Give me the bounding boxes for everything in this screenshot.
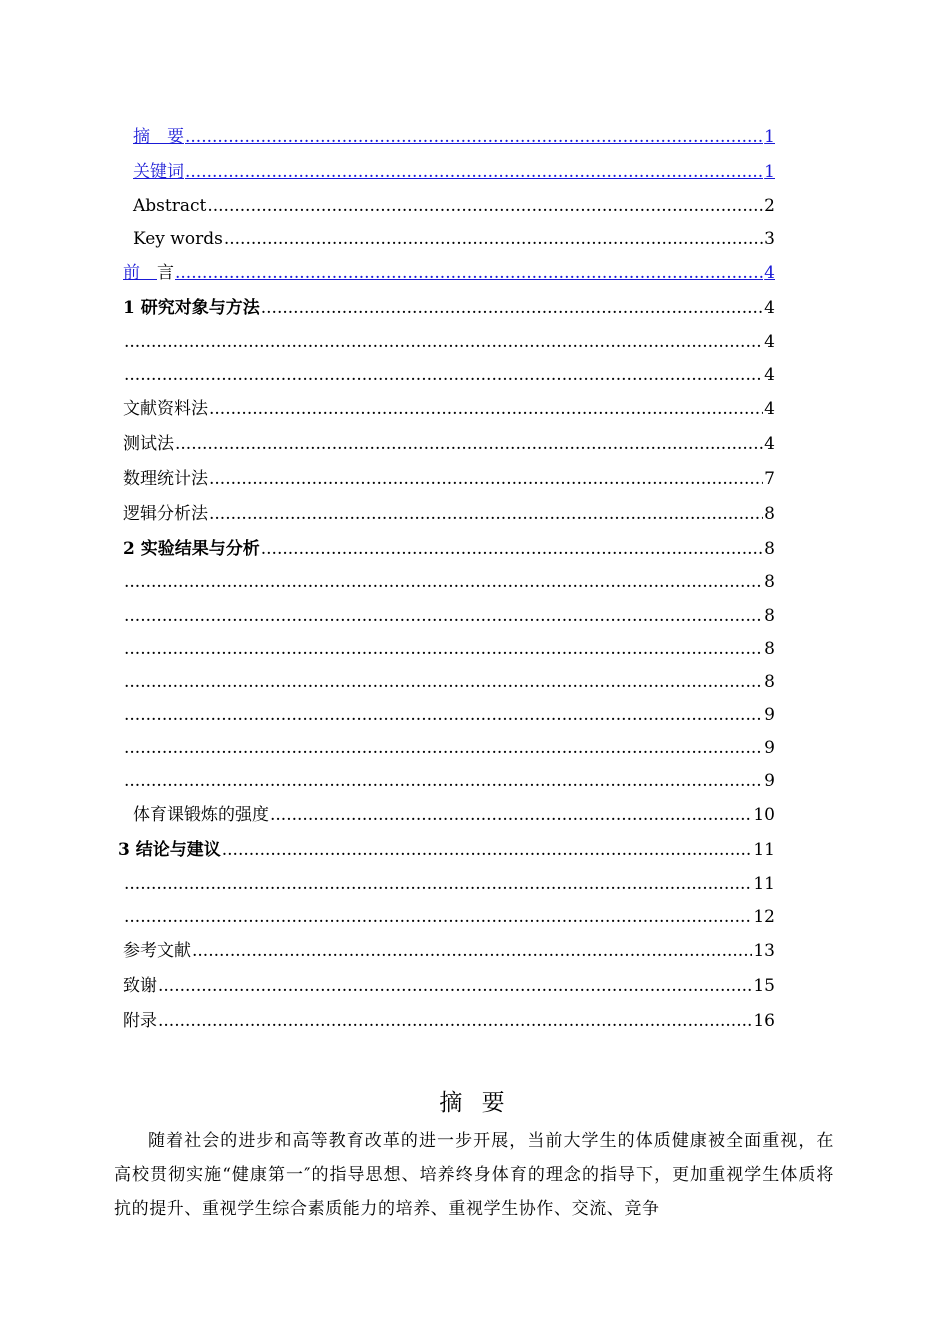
toc-page-number: 4 <box>764 263 775 283</box>
toc-page-number: 8 <box>764 504 775 524</box>
toc-page-number: 16 <box>753 1011 775 1031</box>
toc-page-number: 8 <box>764 539 775 559</box>
toc-entry-label: 摘 要 <box>133 127 184 147</box>
toc-entry <box>123 737 775 759</box>
toc-page-number: 8 <box>764 639 775 659</box>
toc-dot-leader <box>158 1010 752 1032</box>
toc-entry-label: 2 实验结果与分析 <box>123 539 260 559</box>
toc-dot-leader <box>261 297 763 319</box>
toc-entry-label: 文献资料法 <box>123 399 208 419</box>
toc-page-number: 8 <box>764 572 775 592</box>
toc-entry-label: 1 研究对象与方法 <box>123 298 260 318</box>
toc-dot-leader <box>185 126 763 148</box>
toc-page-number: 9 <box>764 705 775 725</box>
toc-entry-label: 前 <box>123 263 157 283</box>
toc-dot-leader <box>261 538 763 560</box>
toc-entry <box>123 538 775 560</box>
toc-entry-label: 逻辑分析法 <box>123 504 208 524</box>
toc-page-number: 9 <box>764 771 775 791</box>
toc-page-number: 1 <box>764 127 775 147</box>
toc-entry <box>123 940 775 962</box>
toc-entry-label: 关键词 <box>133 162 184 182</box>
toc-page-number: 12 <box>753 907 775 927</box>
toc-page-number: 4 <box>764 399 775 419</box>
toc-entry-label: 参考文献 <box>123 941 191 961</box>
toc-entry <box>123 638 775 660</box>
toc-entry <box>123 398 775 420</box>
toc-dot-leader <box>207 195 763 217</box>
toc-dot-leader <box>124 638 763 660</box>
toc-entry <box>133 804 775 826</box>
toc-entry <box>123 331 775 353</box>
toc-entry-label-suffix: 言 <box>157 263 174 283</box>
toc-entry <box>123 770 775 792</box>
toc-dot-leader <box>124 364 763 386</box>
toc-entry <box>133 195 775 217</box>
toc-page-number: 1 <box>764 162 775 182</box>
toc-entry-label: 体育课锻炼的强度 <box>133 805 269 825</box>
toc-dot-leader <box>222 839 753 861</box>
toc-dot-leader <box>209 503 763 525</box>
toc-dot-leader <box>124 605 763 627</box>
toc-dot-leader <box>224 228 763 250</box>
abstract-heading: 摘 要 <box>439 1090 511 1116</box>
toc-dot-leader <box>124 704 763 726</box>
toc-dot-leader <box>158 975 752 997</box>
toc-dot-leader <box>175 433 763 455</box>
toc-dot-leader <box>124 873 752 895</box>
toc-dot-leader <box>175 262 763 284</box>
toc-entry <box>133 228 775 250</box>
toc-dot-leader <box>124 571 763 593</box>
toc-dot-leader <box>192 940 752 962</box>
toc-dot-leader <box>270 804 752 826</box>
toc-entry <box>123 605 775 627</box>
toc-entry-label: Abstract <box>133 196 207 216</box>
toc-entry-label: Key words <box>133 229 223 249</box>
toc-page-number: 8 <box>764 606 775 626</box>
toc-entry <box>123 297 775 319</box>
toc-page-number: 4 <box>764 332 775 352</box>
toc-entry <box>123 364 775 386</box>
toc-entry[interactable] <box>133 161 775 183</box>
toc-entry-label: 数理统计法 <box>123 469 208 489</box>
toc-dot-leader <box>124 906 752 928</box>
toc-entry-label: 附录 <box>123 1011 157 1031</box>
toc-entry-label: 3 结论与建议 <box>118 840 221 860</box>
toc-page-number: 3 <box>764 229 775 249</box>
toc-entry <box>123 671 775 693</box>
toc-page-number: 8 <box>764 672 775 692</box>
toc-entry <box>123 873 775 895</box>
toc-entry[interactable] <box>133 126 775 148</box>
toc-dot-leader <box>124 331 763 353</box>
toc-entry <box>123 571 775 593</box>
toc-entry <box>123 468 775 490</box>
toc-dot-leader <box>209 468 763 490</box>
toc-page-number: 4 <box>764 298 775 318</box>
toc-page-number: 11 <box>753 840 775 860</box>
toc-dot-leader <box>124 671 763 693</box>
toc-page-number: 2 <box>764 196 775 216</box>
toc-page-number: 11 <box>753 874 775 894</box>
toc-entry[interactable] <box>123 262 775 284</box>
toc-entry <box>123 906 775 928</box>
toc-entry <box>123 503 775 525</box>
toc-dot-leader <box>124 770 763 792</box>
toc-entry <box>123 433 775 455</box>
toc-page-number: 7 <box>764 469 775 489</box>
toc-entry-label: 测试法 <box>123 434 174 454</box>
toc-page-number: 10 <box>753 805 775 825</box>
toc-page-number: 4 <box>764 365 775 385</box>
toc-page-number: 9 <box>764 738 775 758</box>
toc-page-number: 4 <box>764 434 775 454</box>
toc-page-number: 13 <box>753 941 775 961</box>
toc-entry <box>118 839 775 861</box>
toc-entry-label: 致谢 <box>123 976 157 996</box>
toc-entry <box>123 1010 775 1032</box>
toc-dot-leader <box>185 161 763 183</box>
toc-dot-leader <box>124 737 763 759</box>
toc-page-number: 15 <box>753 976 775 996</box>
toc-entry <box>123 975 775 997</box>
toc-entry <box>123 704 775 726</box>
toc-dot-leader <box>209 398 763 420</box>
abstract-body: 随着社会的进步和高等教育改革的进一步开展，当前大学生的体质健康被全面重视，在高校贯彻实施“健康第一″的指导思想、培养终身体育的理念的指导下，更加重视学生体质将抗的提升、重视学生综合素质能力的培养、重视学生协作、交流、竞争 <box>114 1131 834 1219</box>
